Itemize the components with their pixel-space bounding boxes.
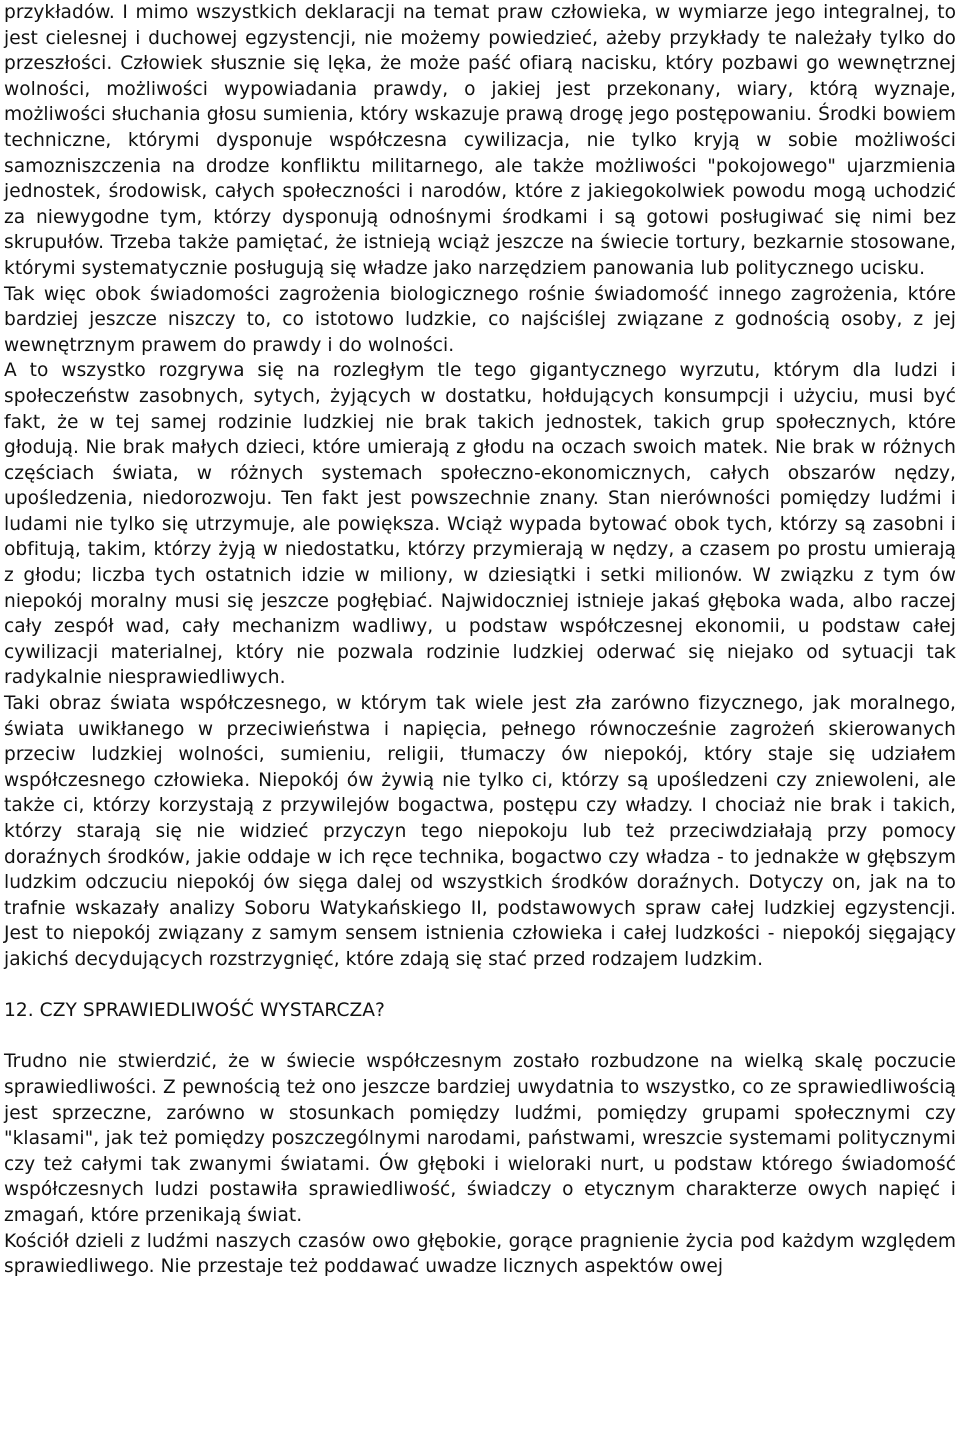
paragraph-6: Kościół dzieli z ludźmi naszych czasów owo głębokie, gorące pragnienie życia pod każdym względem sprawiedliwego. Nie przestaje też poddawać uwadze licznych aspektów owej bbox=[4, 1230, 956, 1278]
document-page bbox=[4, 0, 956, 1280]
paragraph-1: przykładów. I mimo wszystkich deklaracji na temat praw człowieka, w wymiarze jego integralnej, to jest cielesnej i duchowej egzystencji, nie możemy powiedzieć, ażeby przykłady te należały tylko do przeszłości. Człowiek słusznie się lęka, że może paść ofiarą nacisku, który pozbawi go wewnętrznej wolności, możliwości wypowiadania prawdy, o jakiej jest przekonany, wiary, którą wyznaje, możliwości słuchania głosu sumienia, który wskazuje prawą drogę jego postępowaniu. Środki bowiem techniczne, którymi dysponuje współczesna cywilizacja, nie tylko kryją w sobie możliwości samozniszczenia na drodze konfliktu militarnego, ale także możliwości "pokojowego" ujarzmienia jednostek, środowisk, całych społeczności i narodów, które z jakiegokolwiek powodu mogą uchodzić za niewygodne tym, którzy dysponują odnośnymi środkami i są gotowi posługiwać się nimi bez skrupułów. Trzeba także pamiętać, że istnieją wciąż jeszcze na świecie tortury, bezkarnie stosowane, którymi systematycznie posługują się władze jako narzędziem panowania lub politycznego ucisku. bbox=[4, 2, 956, 279]
paragraph-4: Taki obraz świata współczesnego, w którym tak wiele jest zła zarówno fizycznego, jak moralnego, świata uwikłanego w przeciwieństwa i napięcia, pełnego równocześnie zagrożeń skierowanych przeciw ludzkiej wolności, sumieniu, religii, tłumaczy ów niepokój, który staje się udziałem współczesnego człowieka. Niepokój ów żywią nie tylko ci, którzy są upośledzeni czy zniewoleni, ale także ci, którzy korzystają z przywilejów bogactwa, postępu czy władzy. I chociaż nie brak i takich, którzy starają się nie widzieć przyczyn tego niepokoju lub też przeciwdziałają przy pomocy doraźnych środków, jakie oddaje w ich ręce technika, bogactwo czy władza - to jednakże w głębszym ludzkim odczuciu niepokój ów sięga dalej od wszystkich środków doraźnych. Dotyczy on, jak na to trafnie wskazały analizy Soboru Watykańskiego II, podstawowych spraw całej ludzkiej egzystencji. Jest to niepokój związany z samym sensem istnienia człowieka i całej ludzkości - niepokój sięgający jakichś decydujących rozstrzygnięć, które zdają się stać przed rodzajem ludzkim. bbox=[4, 693, 956, 970]
section-heading: 12. CZY SPRAWIEDLIWOŚĆ WYSTARCZA? bbox=[4, 1000, 385, 1022]
paragraph-3: A to wszystko rozgrywa się na rozległym tle tego gigantycznego wyrzutu, którym dla ludzi i społeczeństw zasobnych, sytych, żyjących w dostatku, hołdujących konsumpcji i użyciu, musi być fakt, że w tej samej rodzinie ludzkiej nie brak takich jednostek, takich grup społecznych, które głodują. Nie brak małych dzieci, które umierają z głodu na oczach swoich matek. Nie brak w różnych częściach świata, w różnych systemach społeczno-ekonomicznych, całych obszarów nędzy, upośledzenia, niedorozwoju. Ten fakt jest powszechnie znany. Stan nierówności pomiędzy ludźmi i ludami nie tylko się utrzymuje, ale powiększa. Wciąż wypada bytować obok tych, którzy są zasobni i obfitują, takim, którzy żyją w niedostatku, którzy przymierają w nędzy, a czasem po prostu umierają z głodu; liczba tych ostatnich idzie w miliony, w dziesiątki i setki milionów. W związku z tym ów niepokój moralny musi się jeszcze pogłębiać. Najwidoczniej istnieje jakaś głęboka wada, albo raczej cały zespół wad, cały mechanizm wadliwy, u podstaw współczesnej ekonomii, u podstaw całej cywilizacji materialnej, który nie pozwala rodzinie ludzkiej oderwać się niejako od sytuacji tak radykalnie niesprawiedliwych. bbox=[4, 360, 956, 689]
paragraph-5: Trudno nie stwierdzić, że w świecie współczesnym zostało rozbudzone na wielką skalę poczucie sprawiedliwości. Z pewnością też ono jeszcze bardziej uwydatnia to wszystko, co ze sprawiedliwością jest sprzeczne, zarówno w stosunkach pomiędzy ludźmi, pomiędzy grupami społecznymi czy "klasami", jak też pomiędzy poszczególnymi narodami, państwami, wreszcie systemami politycznymi czy też całymi tak zwanymi światami. Ów głęboki i wieloraki nurt, u podstaw którego świadomość współczesnych ludzi postawiła sprawiedliwość, świadczy o etycznym charakterze owych napięć i zmagań, które przenikają świat. bbox=[4, 1051, 956, 1226]
paragraph-2: Tak więc obok świadomości zagrożenia biologicznego rośnie świadomość innego zagrożenia, które bardziej jeszcze niszczy to, co istotowo ludzkie, co najściślej związane z godnością osoby, z jej wewnętrznym prawem do prawdy i do wolności. bbox=[4, 283, 956, 356]
